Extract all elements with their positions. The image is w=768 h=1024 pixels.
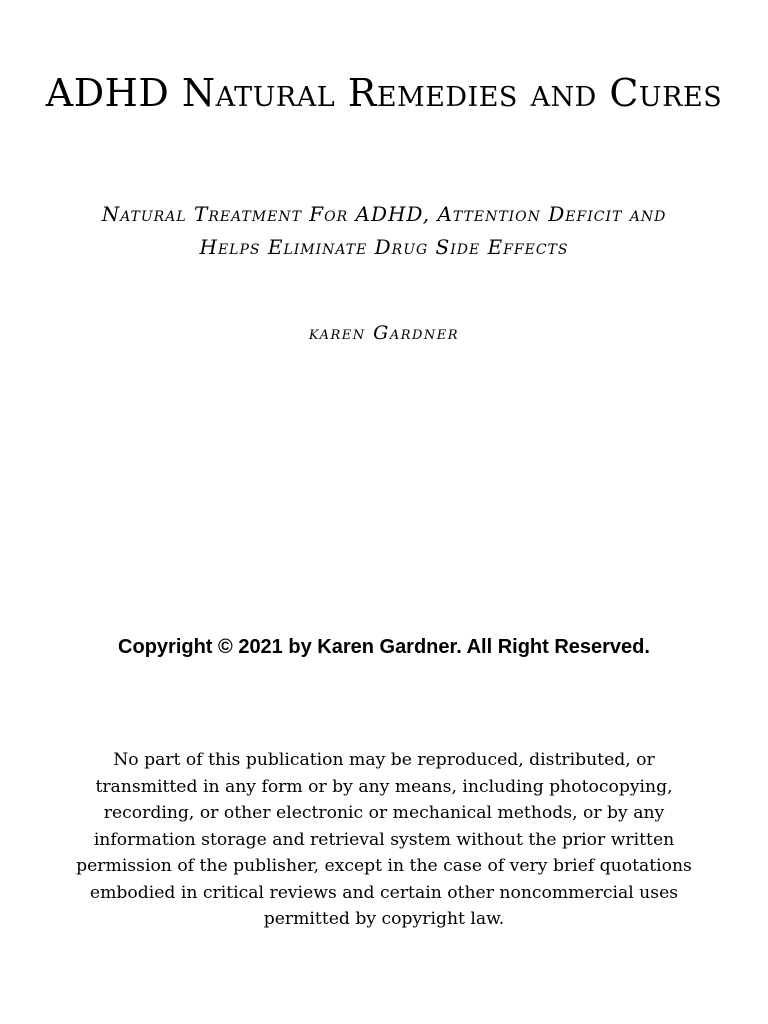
- book-title: ADHD Natural Remedies and Cures: [45, 71, 723, 115]
- copyright-notice: No part of this publication may be reproduced, distributed, or transmitted in any form or by any means, including photocopying, recording, or other electronic or mechanical methods, or by any information storage and retrieval system without the prior written permission of the publisher, except in the case of very brief quotations embodied in critical reviews and certain other noncommercial uses permitted by copyright law.: [76, 750, 692, 929]
- author-name: karen Gardner: [308, 322, 460, 344]
- copyright-line: Copyright © 2021 by Karen Gardner. All Right Reserved.: [118, 636, 650, 658]
- book-subtitle: Natural Treatment For ADHD, Attention Deficit and Helps Eliminate Drug Side Effects: [101, 202, 667, 259]
